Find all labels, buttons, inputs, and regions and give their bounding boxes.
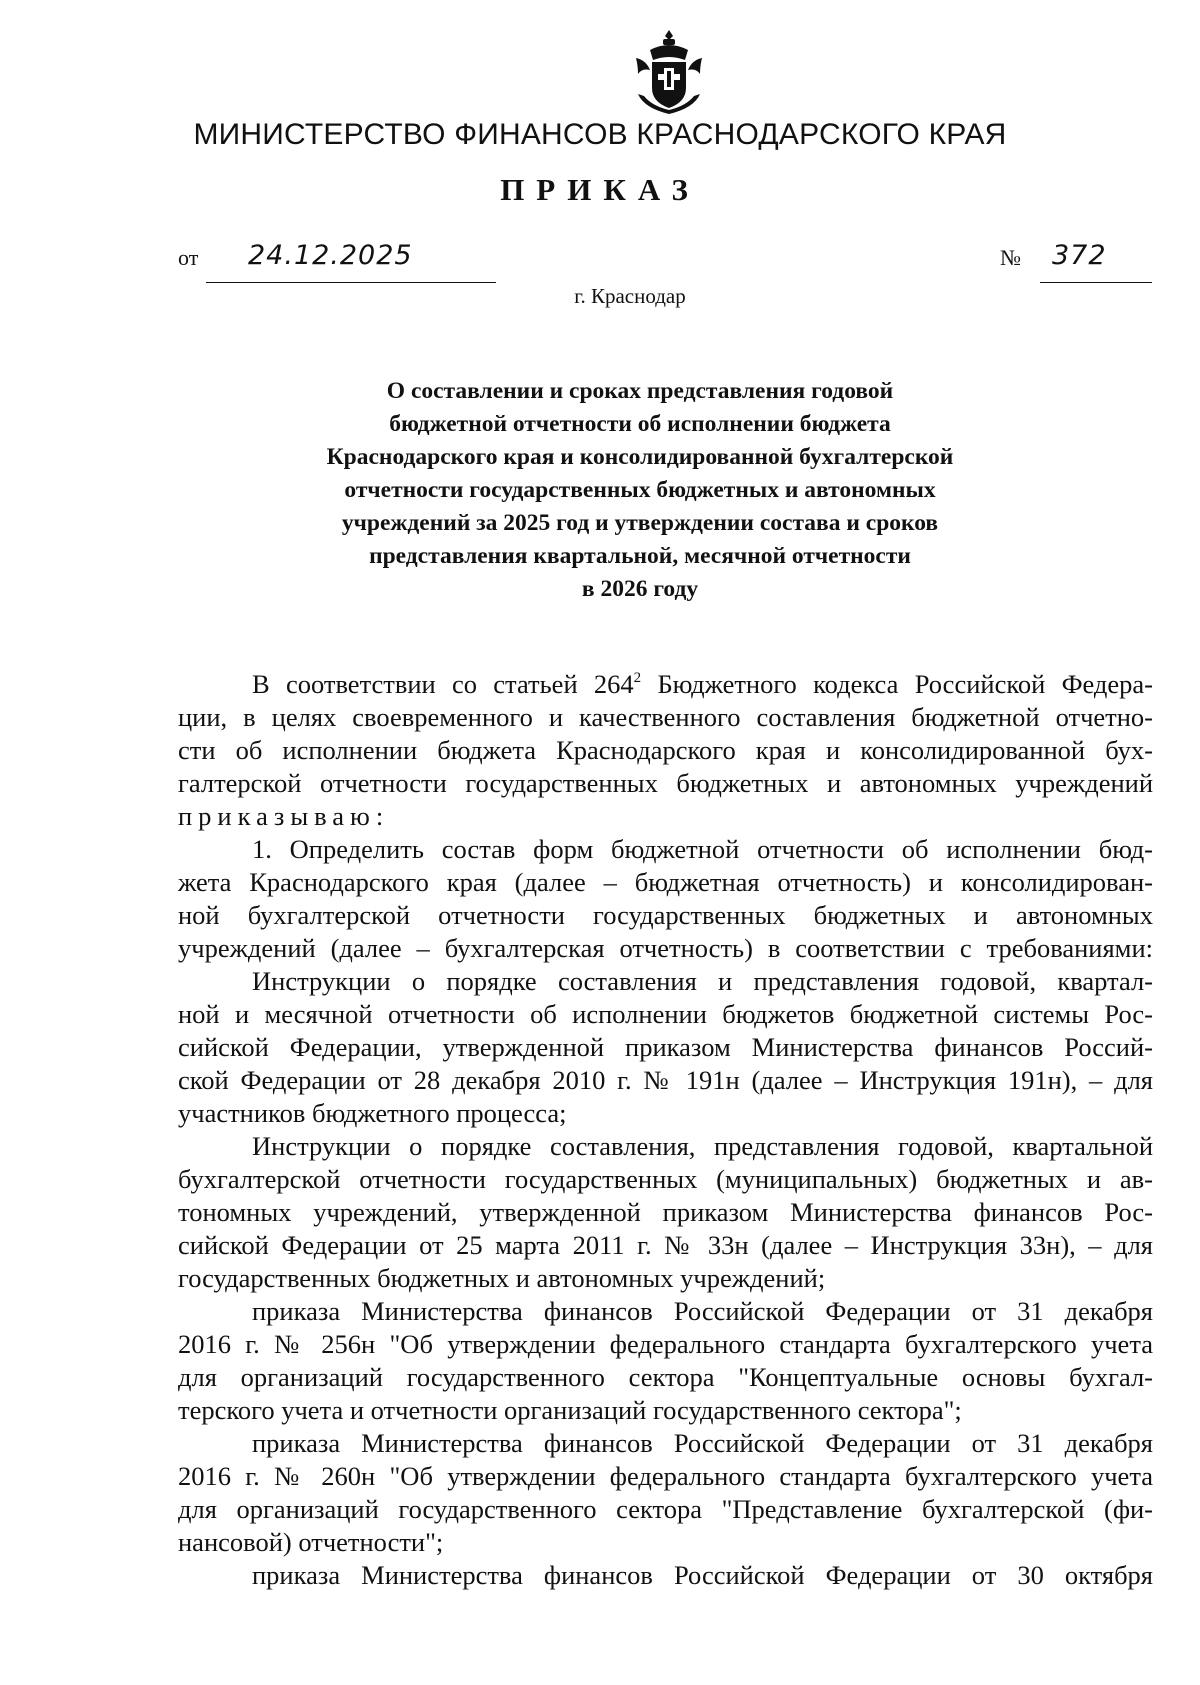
document-body bbox=[178, 668, 1153, 1592]
superscript: 2 bbox=[633, 670, 642, 686]
document-number: 372 bbox=[1052, 240, 1107, 271]
body-line: для организаций государственного сектора "Представление бухгалтерской (фи- bbox=[178, 1494, 1153, 1524]
body-line: ции, в целях своевременного и качественного составления бюджетной отчетно- bbox=[178, 702, 1153, 732]
body-line: бухгалтерской отчетности государственных (муниципальных) бюджетных и ав- bbox=[178, 1164, 1153, 1194]
document-title bbox=[240, 375, 1040, 606]
title-line: О составлении и сроках представления годовой bbox=[386, 378, 894, 404]
body-line: 2016 г. № 260н "Об утверждении федерального стандарта бухгалтерского учета bbox=[178, 1461, 1153, 1491]
body-line: 1. Определить состав форм бюджетной отчетности об исполнении бюд- bbox=[252, 834, 1153, 864]
city: г. Краснодар bbox=[574, 284, 686, 308]
body-text: В соответствии со статьей 264 bbox=[252, 669, 634, 699]
number-label: № bbox=[1000, 245, 1021, 270]
body-line: приказа Министерства финансов Российской Федерации от 31 декабря bbox=[252, 1296, 1153, 1326]
document-date: 24.12.2025 bbox=[248, 240, 413, 271]
body-line: учреждений (далее – бухгалтерская отчетность) в соответствии с требованиями: bbox=[178, 933, 1153, 963]
body-line: приказа Министерства финансов Российской Федерации от 30 октября bbox=[252, 1560, 1153, 1590]
title-line: в 2026 году bbox=[581, 576, 699, 602]
date-label: от bbox=[178, 245, 199, 270]
body-line: сийской Федерации, утвержденной приказом Министерства финансов Россий- bbox=[178, 1032, 1153, 1062]
body-line: жета Краснодарского края (далее – бюджетная отчетность) и консолидирован- bbox=[178, 867, 1153, 897]
body-line: галтерской отчетности государственных бюджетных и автономных учреждений bbox=[178, 768, 1153, 798]
title-line: представления квартальной, месячной отчетности bbox=[369, 543, 911, 569]
title-line: отчетности государственных бюджетных и автономных bbox=[344, 477, 936, 503]
body-line: ской Федерации от 28 декабря 2010 г. № 191н (далее – Инструкция 191н), – для bbox=[178, 1065, 1153, 1095]
body-line: сти об исполнении бюджета Краснодарского края и консолидированной бух- bbox=[178, 735, 1153, 765]
document-type: ПРИКАЗ bbox=[500, 172, 700, 207]
body-line: государственных бюджетных и автономных учреждений; bbox=[178, 1263, 826, 1293]
body-line: нансовой) отчетности"; bbox=[178, 1527, 444, 1557]
body-line bbox=[178, 668, 1153, 701]
body-line: приказа Министерства финансов Российской Федерации от 31 декабря bbox=[252, 1428, 1153, 1458]
title-line: бюджетной отчетности об исполнении бюджета bbox=[389, 411, 891, 437]
body-line: участников бюджетного процесса; bbox=[178, 1098, 567, 1128]
ministry-name: МИНИСТЕРСТВО ФИНАНСОВ КРАСНОДАРСКОГО КРАЯ bbox=[193, 118, 1007, 151]
body-line: ной бухгалтерской отчетности государственных бюджетных и автономных bbox=[178, 900, 1153, 930]
body-line: Инструкции о порядке составления, представления годовой, квартальной bbox=[252, 1131, 1153, 1161]
body-text: Бюджетного кодекса Российской Федера- bbox=[641, 669, 1154, 699]
body-line: для организаций государственного сектора "Концептуальные основы бухгал- bbox=[178, 1362, 1153, 1392]
coat-of-arms-icon bbox=[630, 28, 708, 118]
title-line: Краснодарского края и консолидированной бухгалтерской bbox=[326, 444, 954, 470]
body-line: ной и месячной отчетности об исполнении бюджетов бюджетной системы Рос- bbox=[178, 999, 1153, 1029]
body-line: терского учета и отчетности организаций государственного сектора"; bbox=[178, 1395, 962, 1425]
body-line: Инструкции о порядке составления и представления годовой, квартал- bbox=[252, 966, 1153, 996]
body-line: 2016 г. № 256н "Об утверждении федерального стандарта бухгалтерского учета bbox=[178, 1329, 1153, 1359]
body-line: тономных учреждений, утвержденной приказом Министерства финансов Рос- bbox=[178, 1197, 1153, 1227]
body-line-order: приказываю: bbox=[178, 801, 390, 831]
body-line: сийской Федерации от 25 марта 2011 г. № 33н (далее – Инструкция 33н), – для bbox=[178, 1230, 1153, 1260]
title-line: учреждений за 2025 год и утверждении состава и сроков bbox=[341, 510, 939, 536]
